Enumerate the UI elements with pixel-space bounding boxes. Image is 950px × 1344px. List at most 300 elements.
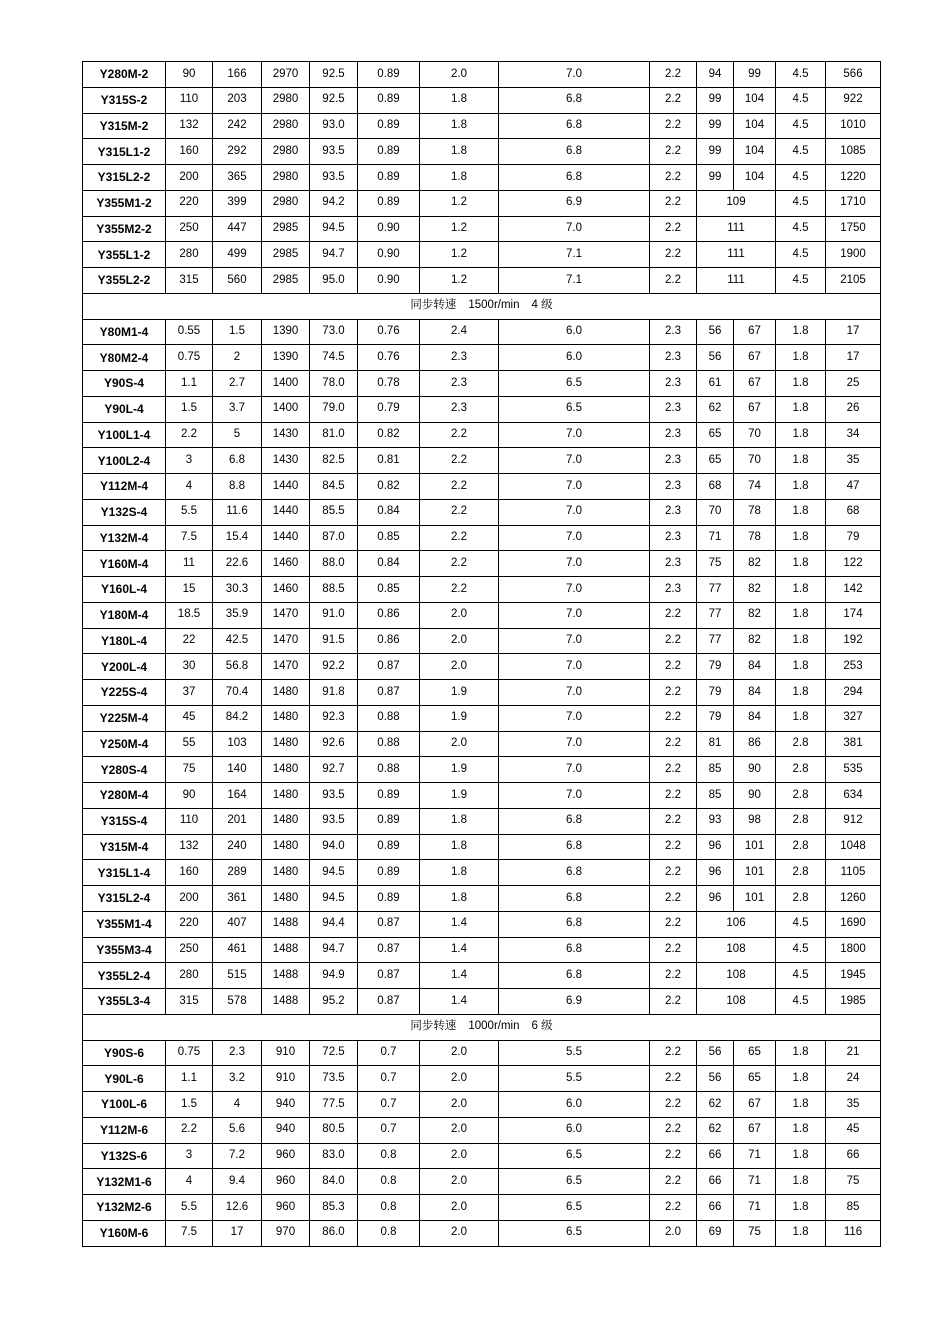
value-cell: 35.9 [213,602,262,628]
value-cell: 79 [697,654,734,680]
value-cell: 250 [166,937,213,963]
value-cell: 11 [166,551,213,577]
value-cell: 94.2 [310,190,358,216]
value-cell: 2.2 [166,1117,213,1143]
value-cell: 1.8 [776,1195,826,1221]
value-cell: 96 [697,886,734,912]
value-cell: 1085 [826,139,881,165]
model-cell: Y112M-4 [83,474,166,500]
value-cell: 85 [697,783,734,809]
value-cell: 2.0 [420,1195,499,1221]
model-cell: Y250M-4 [83,731,166,757]
value-cell: 280 [166,963,213,989]
value-cell: 2.2 [650,1040,697,1066]
value-cell: 37 [166,680,213,706]
value-cell: 104 [734,113,776,139]
model-cell: Y132S-4 [83,499,166,525]
value-cell: 912 [826,808,881,834]
value-cell: 80.5 [310,1117,358,1143]
value-cell: 30.3 [213,577,262,603]
value-cell: 86 [734,731,776,757]
value-cell: 1.8 [776,1220,826,1246]
value-cell: 2.0 [420,1117,499,1143]
value-cell: 90 [734,783,776,809]
value-cell: 166 [213,62,262,88]
value-cell: 6.9 [499,190,650,216]
value-cell: 75 [826,1169,881,1195]
value-cell: 98 [734,808,776,834]
value-cell: 1488 [262,989,310,1015]
value-cell: 71 [697,525,734,551]
value-cell: 1488 [262,937,310,963]
value-cell: 94 [697,62,734,88]
value-cell: 220 [166,911,213,937]
value-cell: 2.3 [213,1040,262,1066]
value-cell: 566 [826,62,881,88]
value-cell: 65 [734,1040,776,1066]
value-cell: 200 [166,886,213,912]
value-cell: 1.8 [420,113,499,139]
value-cell: 99 [697,87,734,113]
value-cell: 1.8 [776,345,826,371]
model-cell: Y315L1-2 [83,139,166,165]
value-cell: 2.0 [420,62,499,88]
value-cell: 2980 [262,87,310,113]
value-cell: 85.3 [310,1195,358,1221]
value-cell: 74.5 [310,345,358,371]
value-cell: 5.5 [166,499,213,525]
value-cell: 12.6 [213,1195,262,1221]
value-cell: 4.5 [776,963,826,989]
value-cell: 2.8 [776,808,826,834]
value-cell: 93.5 [310,808,358,834]
value-cell: 2.0 [420,1169,499,1195]
value-cell: 960 [262,1195,310,1221]
value-cell: 85 [697,757,734,783]
model-cell: Y315L2-2 [83,165,166,191]
value-cell: 0.78 [358,371,420,397]
value-cell: 21 [826,1040,881,1066]
value-cell: 9.4 [213,1169,262,1195]
value-cell: 45 [166,705,213,731]
model-cell: Y355L2-4 [83,963,166,989]
value-cell: 1400 [262,371,310,397]
value-cell: 2.2 [650,1092,697,1118]
value-cell: 73.5 [310,1066,358,1092]
value-cell: 1.8 [776,371,826,397]
value-cell: 7.0 [499,731,650,757]
value-cell: 515 [213,963,262,989]
value-cell: 2.3 [650,319,697,345]
value-cell: 1945 [826,963,881,989]
section-header [83,1014,881,1040]
value-cell: 18.5 [166,602,213,628]
value-cell: 2.0 [420,1040,499,1066]
value-cell: 1.8 [776,525,826,551]
model-cell: Y80M2-4 [83,345,166,371]
value-cell: 4.5 [776,937,826,963]
value-cell: 0.84 [358,551,420,577]
model-cell: Y355M2-2 [83,216,166,242]
value-cell: 2.2 [650,680,697,706]
value-cell: 2.2 [650,731,697,757]
value-cell: 87.0 [310,525,358,551]
value-cell: 2.3 [650,345,697,371]
value-cell: 1.2 [420,216,499,242]
value-cell: 160 [166,860,213,886]
value-cell: 6.5 [499,1220,650,1246]
value-cell: 940 [262,1092,310,1118]
value-cell: 0.86 [358,602,420,628]
value-cell: 0.7 [358,1066,420,1092]
value-cell: 84.5 [310,474,358,500]
value-cell: 67 [734,345,776,371]
value-cell: 62 [697,1092,734,1118]
value-cell: 106 [697,911,776,937]
value-cell: 1440 [262,474,310,500]
value-cell: 1260 [826,886,881,912]
table-row [83,1066,881,1092]
value-cell: 77 [697,628,734,654]
value-cell: 6.0 [499,1092,650,1118]
value-cell: 73.0 [310,319,358,345]
value-cell: 2985 [262,242,310,268]
value-cell: 1.8 [776,1066,826,1092]
value-cell: 1488 [262,911,310,937]
value-cell: 940 [262,1117,310,1143]
value-cell: 95.0 [310,268,358,294]
table-row [83,268,881,294]
value-cell: 560 [213,268,262,294]
value-cell: 35 [826,1092,881,1118]
table-row [83,705,881,731]
value-cell: 17 [826,345,881,371]
value-cell: 1710 [826,190,881,216]
section-header-row [83,293,881,319]
value-cell: 280 [166,242,213,268]
table-body [83,62,881,1247]
table-row [83,1040,881,1066]
value-cell: 7.0 [499,551,650,577]
value-cell: 0.89 [358,886,420,912]
value-cell: 24 [826,1066,881,1092]
value-cell: 7.0 [499,680,650,706]
value-cell: 2.2 [650,165,697,191]
value-cell: 5.5 [166,1195,213,1221]
value-cell: 7.0 [499,577,650,603]
value-cell: 970 [262,1220,310,1246]
table-row [83,783,881,809]
value-cell: 1.2 [420,268,499,294]
value-cell: 2.3 [650,551,697,577]
value-cell: 81.0 [310,422,358,448]
value-cell: 82 [734,628,776,654]
value-cell: 1.8 [776,499,826,525]
value-cell: 92.6 [310,731,358,757]
model-cell: Y225S-4 [83,680,166,706]
value-cell: 6.5 [499,371,650,397]
value-cell: 25 [826,371,881,397]
value-cell: 56 [697,319,734,345]
value-cell: 132 [166,834,213,860]
value-cell: 83.0 [310,1143,358,1169]
value-cell: 294 [826,680,881,706]
value-cell: 0.89 [358,808,420,834]
model-cell: Y100L-6 [83,1092,166,1118]
value-cell: 2.2 [650,834,697,860]
value-cell: 2.2 [650,113,697,139]
value-cell: 6.8 [499,860,650,886]
value-cell: 7.0 [499,654,650,680]
value-cell: 0.84 [358,499,420,525]
value-cell: 0.8 [358,1220,420,1246]
value-cell: 34 [826,422,881,448]
value-cell: 6.8 [499,937,650,963]
value-cell: 132 [166,113,213,139]
model-cell: Y160M-6 [83,1220,166,1246]
value-cell: 2.0 [420,628,499,654]
model-cell: Y315M-4 [83,834,166,860]
value-cell: 1.8 [776,396,826,422]
value-cell: 67 [734,1092,776,1118]
value-cell: 56 [697,345,734,371]
value-cell: 399 [213,190,262,216]
value-cell: 6.5 [499,1143,650,1169]
table-row [83,1220,881,1246]
value-cell: 0.90 [358,268,420,294]
value-cell: 116 [826,1220,881,1246]
model-cell: Y160M-4 [83,551,166,577]
value-cell: 315 [166,268,213,294]
value-cell: 74 [734,474,776,500]
table-row [83,602,881,628]
value-cell: 1400 [262,396,310,422]
value-cell: 2.2 [650,783,697,809]
value-cell: 79 [697,705,734,731]
table-row [83,139,881,165]
value-cell: 99 [734,62,776,88]
value-cell: 84 [734,654,776,680]
model-cell: Y132M2-6 [83,1195,166,1221]
value-cell: 1.4 [420,963,499,989]
value-cell: 6.5 [499,1169,650,1195]
value-cell: 2.2 [650,216,697,242]
value-cell: 203 [213,87,262,113]
value-cell: 0.75 [166,345,213,371]
value-cell: 104 [734,139,776,165]
table-row [83,396,881,422]
table-row [83,680,881,706]
value-cell: 4.5 [776,62,826,88]
value-cell: 461 [213,937,262,963]
value-cell: 2.0 [420,602,499,628]
table-row [83,1143,881,1169]
value-cell: 92.5 [310,87,358,113]
value-cell: 2985 [262,216,310,242]
value-cell: 910 [262,1066,310,1092]
model-cell: Y132S-6 [83,1143,166,1169]
table-row [83,190,881,216]
value-cell: 78 [734,499,776,525]
value-cell: 2.0 [650,1220,697,1246]
value-cell: 71 [734,1195,776,1221]
value-cell: 2.0 [420,1143,499,1169]
value-cell: 94.5 [310,216,358,242]
value-cell: 2980 [262,165,310,191]
value-cell: 2980 [262,190,310,216]
value-cell: 0.89 [358,783,420,809]
value-cell: 0.7 [358,1092,420,1118]
value-cell: 17 [213,1220,262,1246]
value-cell: 0.82 [358,422,420,448]
table-row [83,577,881,603]
table-row [83,989,881,1015]
value-cell: 66 [697,1143,734,1169]
value-cell: 1480 [262,886,310,912]
model-cell: Y100L1-4 [83,422,166,448]
value-cell: 1440 [262,499,310,525]
value-cell: 88.5 [310,577,358,603]
value-cell: 65 [697,448,734,474]
value-cell: 1220 [826,165,881,191]
value-cell: 2.2 [650,602,697,628]
value-cell: 1.4 [420,989,499,1015]
model-cell: Y315S-2 [83,87,166,113]
value-cell: 92.7 [310,757,358,783]
value-cell: 7.0 [499,705,650,731]
table-row [83,1169,881,1195]
model-cell: Y225M-4 [83,705,166,731]
model-cell: Y280S-4 [83,757,166,783]
value-cell: 0.82 [358,474,420,500]
value-cell: 66 [697,1195,734,1221]
value-cell: 75 [166,757,213,783]
model-cell: Y355M1-2 [83,190,166,216]
value-cell: 8.8 [213,474,262,500]
value-cell: 62 [697,1117,734,1143]
value-cell: 2.0 [420,1092,499,1118]
value-cell: 1105 [826,860,881,886]
value-cell: 66 [697,1169,734,1195]
value-cell: 2.2 [650,242,697,268]
value-cell: 82.5 [310,448,358,474]
value-cell: 56 [697,1040,734,1066]
value-cell: 2.8 [776,860,826,886]
value-cell: 110 [166,87,213,113]
value-cell: 82 [734,577,776,603]
value-cell: 91.8 [310,680,358,706]
value-cell: 26 [826,396,881,422]
value-cell: 85 [826,1195,881,1221]
table-row [83,654,881,680]
value-cell: 361 [213,886,262,912]
value-cell: 55 [166,731,213,757]
value-cell: 1470 [262,602,310,628]
value-cell: 94.4 [310,911,358,937]
value-cell: 92.2 [310,654,358,680]
value-cell: 92.3 [310,705,358,731]
value-cell: 47 [826,474,881,500]
value-cell: 1.8 [776,1117,826,1143]
value-cell: 578 [213,989,262,1015]
value-cell: 90 [734,757,776,783]
value-cell: 1480 [262,834,310,860]
value-cell: 1460 [262,551,310,577]
table-row [83,808,881,834]
value-cell: 111 [697,268,776,294]
value-cell: 94.9 [310,963,358,989]
value-cell: 0.87 [358,989,420,1015]
value-cell: 66 [826,1143,881,1169]
value-cell: 0.76 [358,345,420,371]
value-cell: 65 [697,422,734,448]
value-cell: 15 [166,577,213,603]
value-cell: 104 [734,87,776,113]
value-cell: 6.0 [499,1117,650,1143]
model-cell: Y100L2-4 [83,448,166,474]
value-cell: 6.8 [499,911,650,937]
value-cell: 2.3 [650,422,697,448]
value-cell: 2.2 [650,886,697,912]
value-cell: 1750 [826,216,881,242]
value-cell: 2.2 [650,87,697,113]
value-cell: 70 [697,499,734,525]
value-cell: 0.89 [358,113,420,139]
value-cell: 5.5 [499,1040,650,1066]
value-cell: 67 [734,371,776,397]
value-cell: 2.3 [650,448,697,474]
value-cell: 0.85 [358,525,420,551]
value-cell: 2.2 [420,474,499,500]
value-cell: 4.5 [776,911,826,937]
table-row [83,551,881,577]
value-cell: 6.9 [499,989,650,1015]
value-cell: 3 [166,1143,213,1169]
value-cell: 4.5 [776,989,826,1015]
value-cell: 2.2 [650,139,697,165]
value-cell: 122 [826,551,881,577]
value-cell: 108 [697,963,776,989]
table-row [83,911,881,937]
value-cell: 6.8 [499,834,650,860]
value-cell: 1480 [262,783,310,809]
section-header-poles: 4 级 [531,299,553,312]
section-header-label: 同步转速 [410,299,457,312]
value-cell: 1.8 [776,602,826,628]
value-cell: 0.89 [358,834,420,860]
value-cell: 2980 [262,139,310,165]
value-cell: 79 [826,525,881,551]
value-cell: 101 [734,860,776,886]
value-cell: 56 [697,1066,734,1092]
value-cell: 72.5 [310,1040,358,1066]
value-cell: 2.3 [650,525,697,551]
value-cell: 1.4 [420,937,499,963]
value-cell: 1.8 [776,628,826,654]
value-cell: 1460 [262,577,310,603]
table-row [83,628,881,654]
table-row [83,319,881,345]
model-cell: Y280M-4 [83,783,166,809]
model-cell: Y90L-6 [83,1066,166,1092]
model-cell: Y355M3-4 [83,937,166,963]
value-cell: 6.8 [499,113,650,139]
table-row [83,731,881,757]
table-row [83,499,881,525]
value-cell: 0.8 [358,1169,420,1195]
value-cell: 1480 [262,705,310,731]
value-cell: 111 [697,242,776,268]
